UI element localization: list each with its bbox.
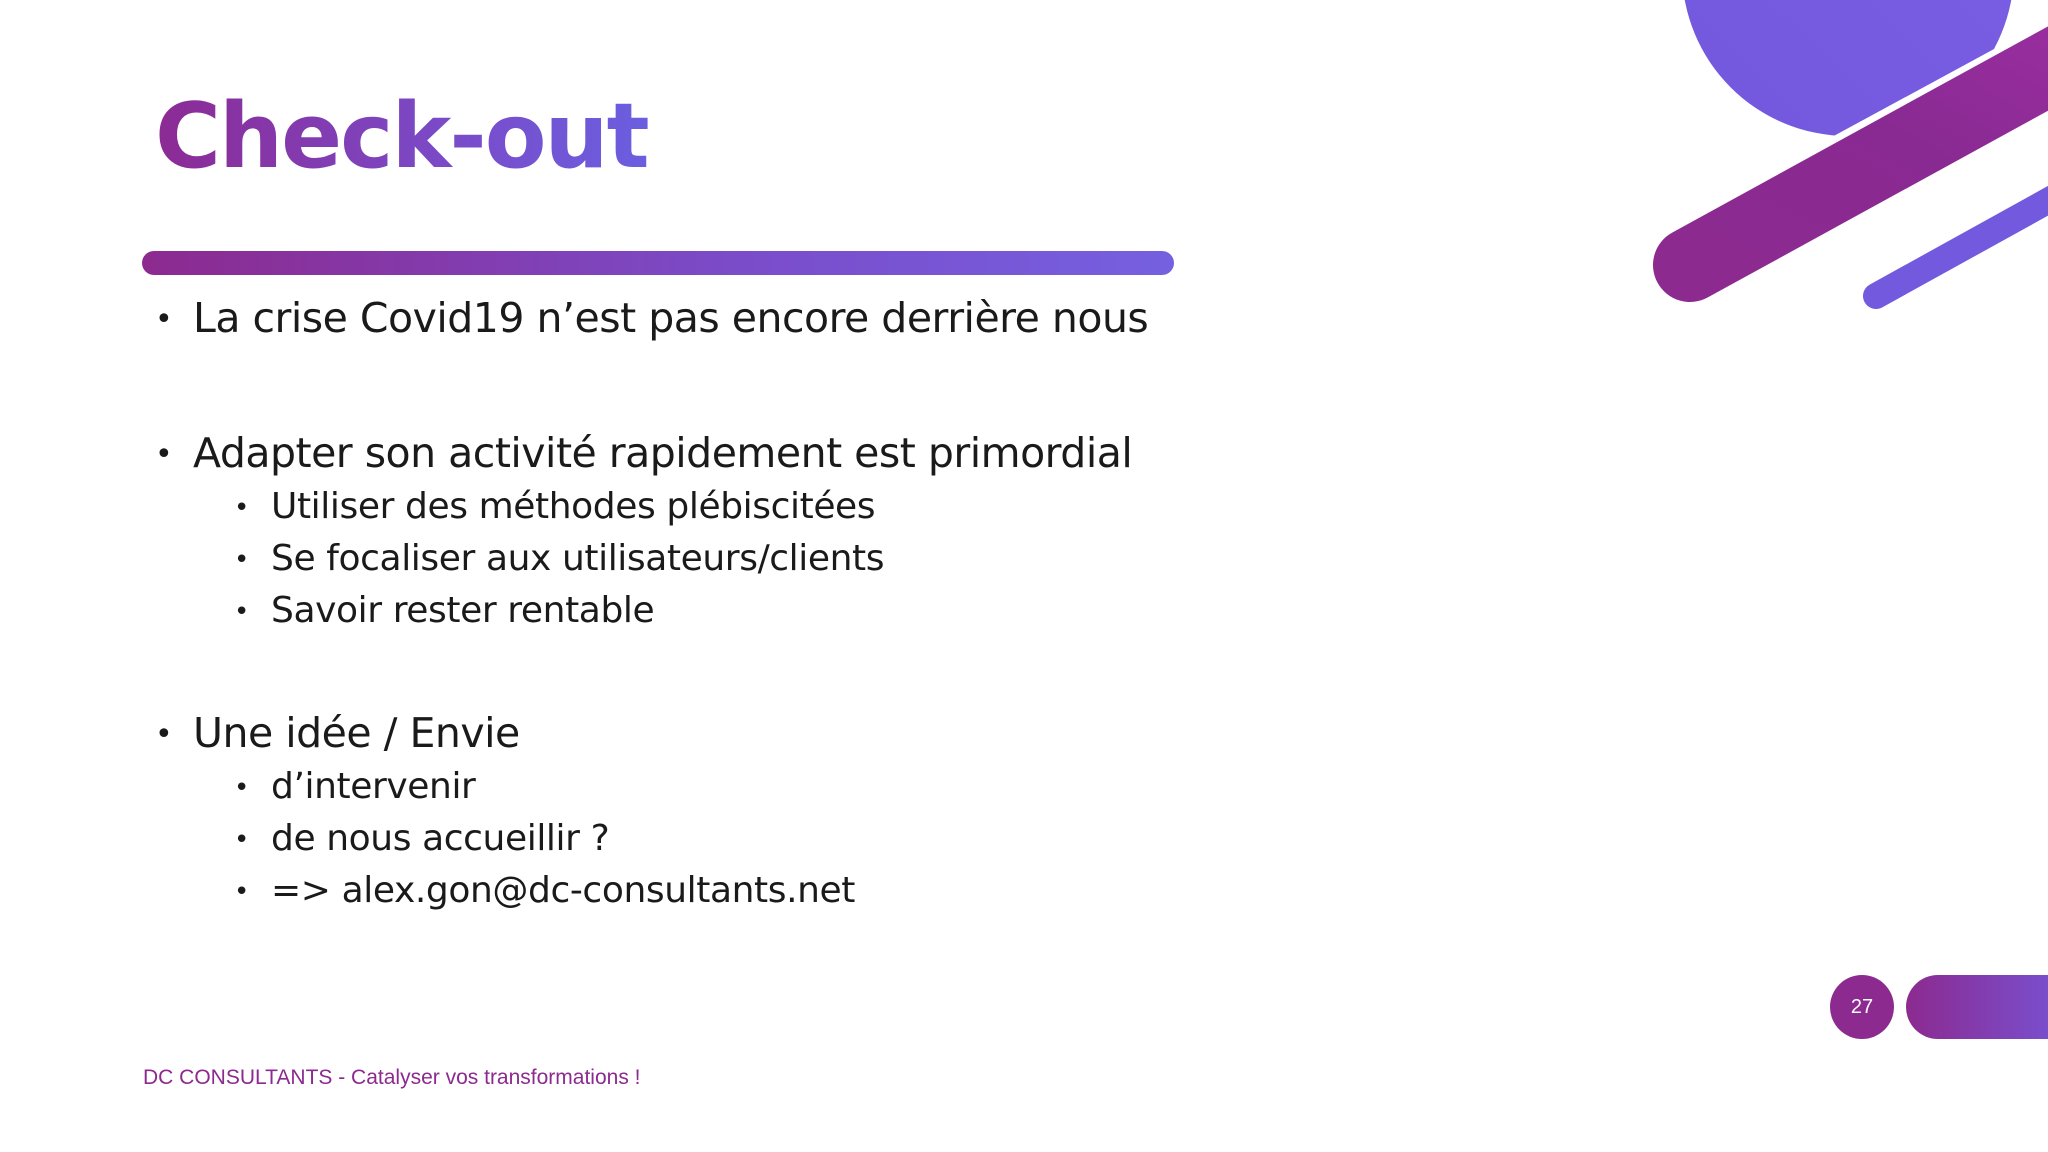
bullet-dot-icon: • xyxy=(234,545,250,575)
bullet-dot-icon: • xyxy=(155,717,173,752)
bullet-dot-icon: • xyxy=(234,877,250,907)
page-number-decor-pill xyxy=(1906,975,2048,1039)
contact-email: => alex.gon@dc-consultants.net xyxy=(271,870,856,911)
bullet-dot-icon: • xyxy=(234,597,250,627)
slide-title: Check-out xyxy=(155,82,648,192)
bullet-dot-icon: • xyxy=(155,302,173,337)
bullet-dot-icon: • xyxy=(234,825,250,855)
sub-bullet-text: Savoir rester rentable xyxy=(271,590,655,631)
sub-bullet-text: d’intervenir xyxy=(271,766,476,807)
page-number-badge: 27 xyxy=(1830,975,1894,1039)
bullet-dot-icon: • xyxy=(234,493,250,523)
sub-bullet-text: Se focaliser aux utilisateurs/clients xyxy=(271,538,885,579)
decorative-shapes xyxy=(1640,0,2048,340)
bullet-dot-icon: • xyxy=(234,773,250,803)
footer-text: DC CONSULTANTS - Catalyser vos transformations ! xyxy=(143,1066,641,1089)
bullet-text: Adapter son activité rapidement est primordial xyxy=(193,429,1133,477)
bullet-text: Une idée / Envie xyxy=(193,709,520,757)
sub-bullet-text: de nous accueillir ? xyxy=(271,818,610,859)
bullet-dot-icon: • xyxy=(155,437,173,472)
sub-bullet-text: Utiliser des méthodes plébiscitées xyxy=(271,486,876,527)
bullet-text: La crise Covid19 n’est pas encore derrière nous xyxy=(193,294,1149,342)
